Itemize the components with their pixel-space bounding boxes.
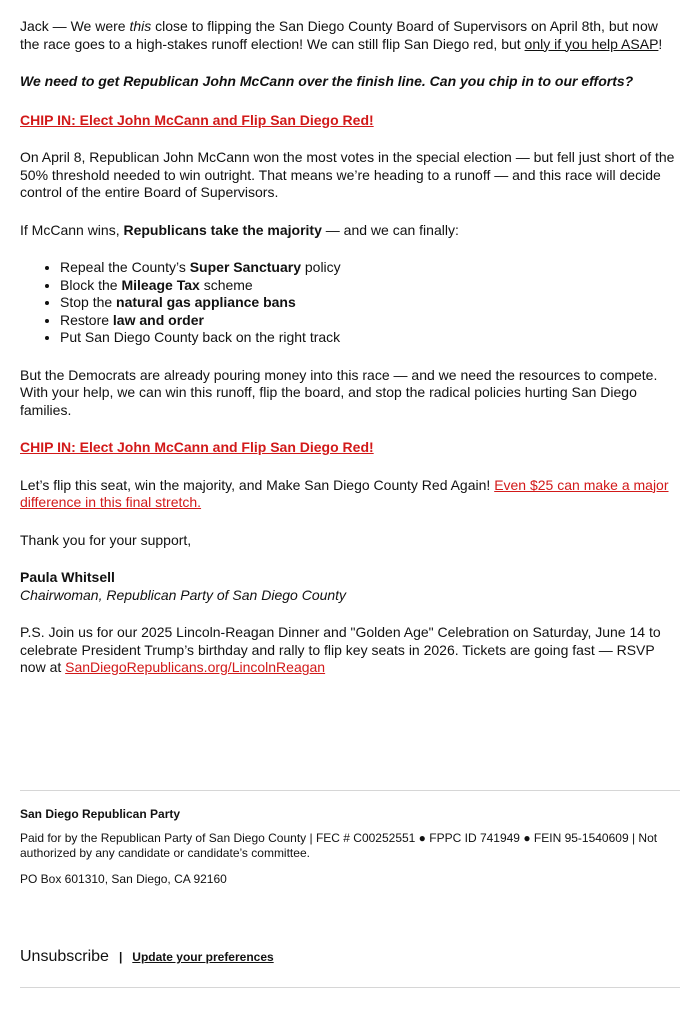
list-item-text-end: scheme [199,276,253,293]
intro-text-middle: close to flipping the San Diego County Board of Supervisors on April 8th, but now the race goes to a high-stakes runoff election! We can still flip San Diego red, but [20,18,658,52]
footer-separator: | [118,950,123,964]
update-preferences-link[interactable]: Update your preferences [132,950,274,964]
footer-paid-for: Paid for by the Republican Party of San Diego County | FEC # C00252551 ● FPPC ID 741949 ● FEIN 95-1540609 | Not authorized by any candidate or candidate’s committee. [20,831,658,860]
list-item [60,277,680,295]
donate-25-link[interactable]: Even $25 can make a major difference in this final stretch. [20,476,669,510]
list-item-bold: law and order [112,311,204,328]
chip-in-link-1[interactable]: CHIP IN: Elect John McCann and Flip San Diego Red! [20,111,374,128]
flip-text: Let’s flip this seat, win the majority, and Make San Diego County Red Again! [20,476,495,493]
list-item-text: Block the [60,276,122,293]
list-item-text: Stop the [60,294,117,310]
if-wins-text-start: If McCann wins, [20,221,124,238]
footer-divider-bottom [20,987,680,988]
ask-heading: We need to get Republican John McCann over the finish line. Can you chip in to our efforts? [20,73,634,89]
list-item-bold: Mileage Tax [121,276,200,293]
thanks-line: Thank you for your support, [20,531,192,548]
list-item-text: Repeal the County’s [60,259,190,275]
intro-paragraph [20,18,680,53]
ps-paragraph [20,624,680,677]
democrats-paragraph: But the Democrats are already pouring money into this race — and we need the resources to compete. With your help, we can win this runoff, flip the board, and stop the radical policies hurting San Diego families. [20,366,658,418]
ps-text: P.S. Join us for our 2025 Lincoln-Reagan Dinner and "Golden Age" Celebration on Saturday, June 14 to celebrate President Trump’s birthday and rally to flip key seats in 2026. Tickets are going fast — RSVP now at [20,624,661,675]
list-item-bold: natural gas appliance bans [116,294,296,310]
cta-paragraph-2 [20,439,680,457]
footer-links [20,948,274,966]
intro-text-start: Jack — We were [20,18,130,34]
email-container [0,18,700,1009]
lincoln-reagan-link[interactable]: SanDiegoRepublicans.org/LincolnReagan [65,659,326,675]
list-item-text-end: policy [300,259,341,275]
list-item [60,329,680,347]
list-item [60,294,680,312]
footer-divider-top [20,790,680,791]
list-item [60,259,680,277]
goals-list [20,259,680,347]
if-wins-bold: Republicans take the majority [123,221,322,238]
list-item [60,312,680,330]
april-paragraph: On April 8, Republican John McCann won the most votes in the special election — but fell just short of the 50% threshold needed to win outright. That means we’re heading to a runoff — and this race will decide control of the entire Board of Supervisors. [20,149,675,200]
email-body [20,18,680,677]
cta-paragraph-1 [20,112,680,130]
list-item-text: Put San Diego County back on the right track [60,329,341,345]
if-wins-paragraph [20,222,680,240]
list-item-bold: Super Sanctuary [189,259,301,275]
chip-in-link-2[interactable]: CHIP IN: Elect John McCann and Flip San Diego Red! [20,439,374,455]
intro-text-end: ! [658,35,663,52]
intro-underlined-text: only if you help ASAP [524,35,659,52]
unsubscribe-link[interactable]: Unsubscribe [20,948,109,965]
signer-name: Paula Whitsell [20,569,115,585]
footer-address: PO Box 601310, San Diego, CA 92160 [20,872,227,886]
intro-emphasis: this [129,18,152,34]
list-item-text: Restore [60,311,113,328]
footer-org-name: San Diego Republican Party [20,807,181,821]
signer-title: Chairwoman, Republican Party of San Diego County [20,586,347,603]
if-wins-text-end: — and we can finally: [321,221,459,238]
flip-paragraph [20,477,680,512]
